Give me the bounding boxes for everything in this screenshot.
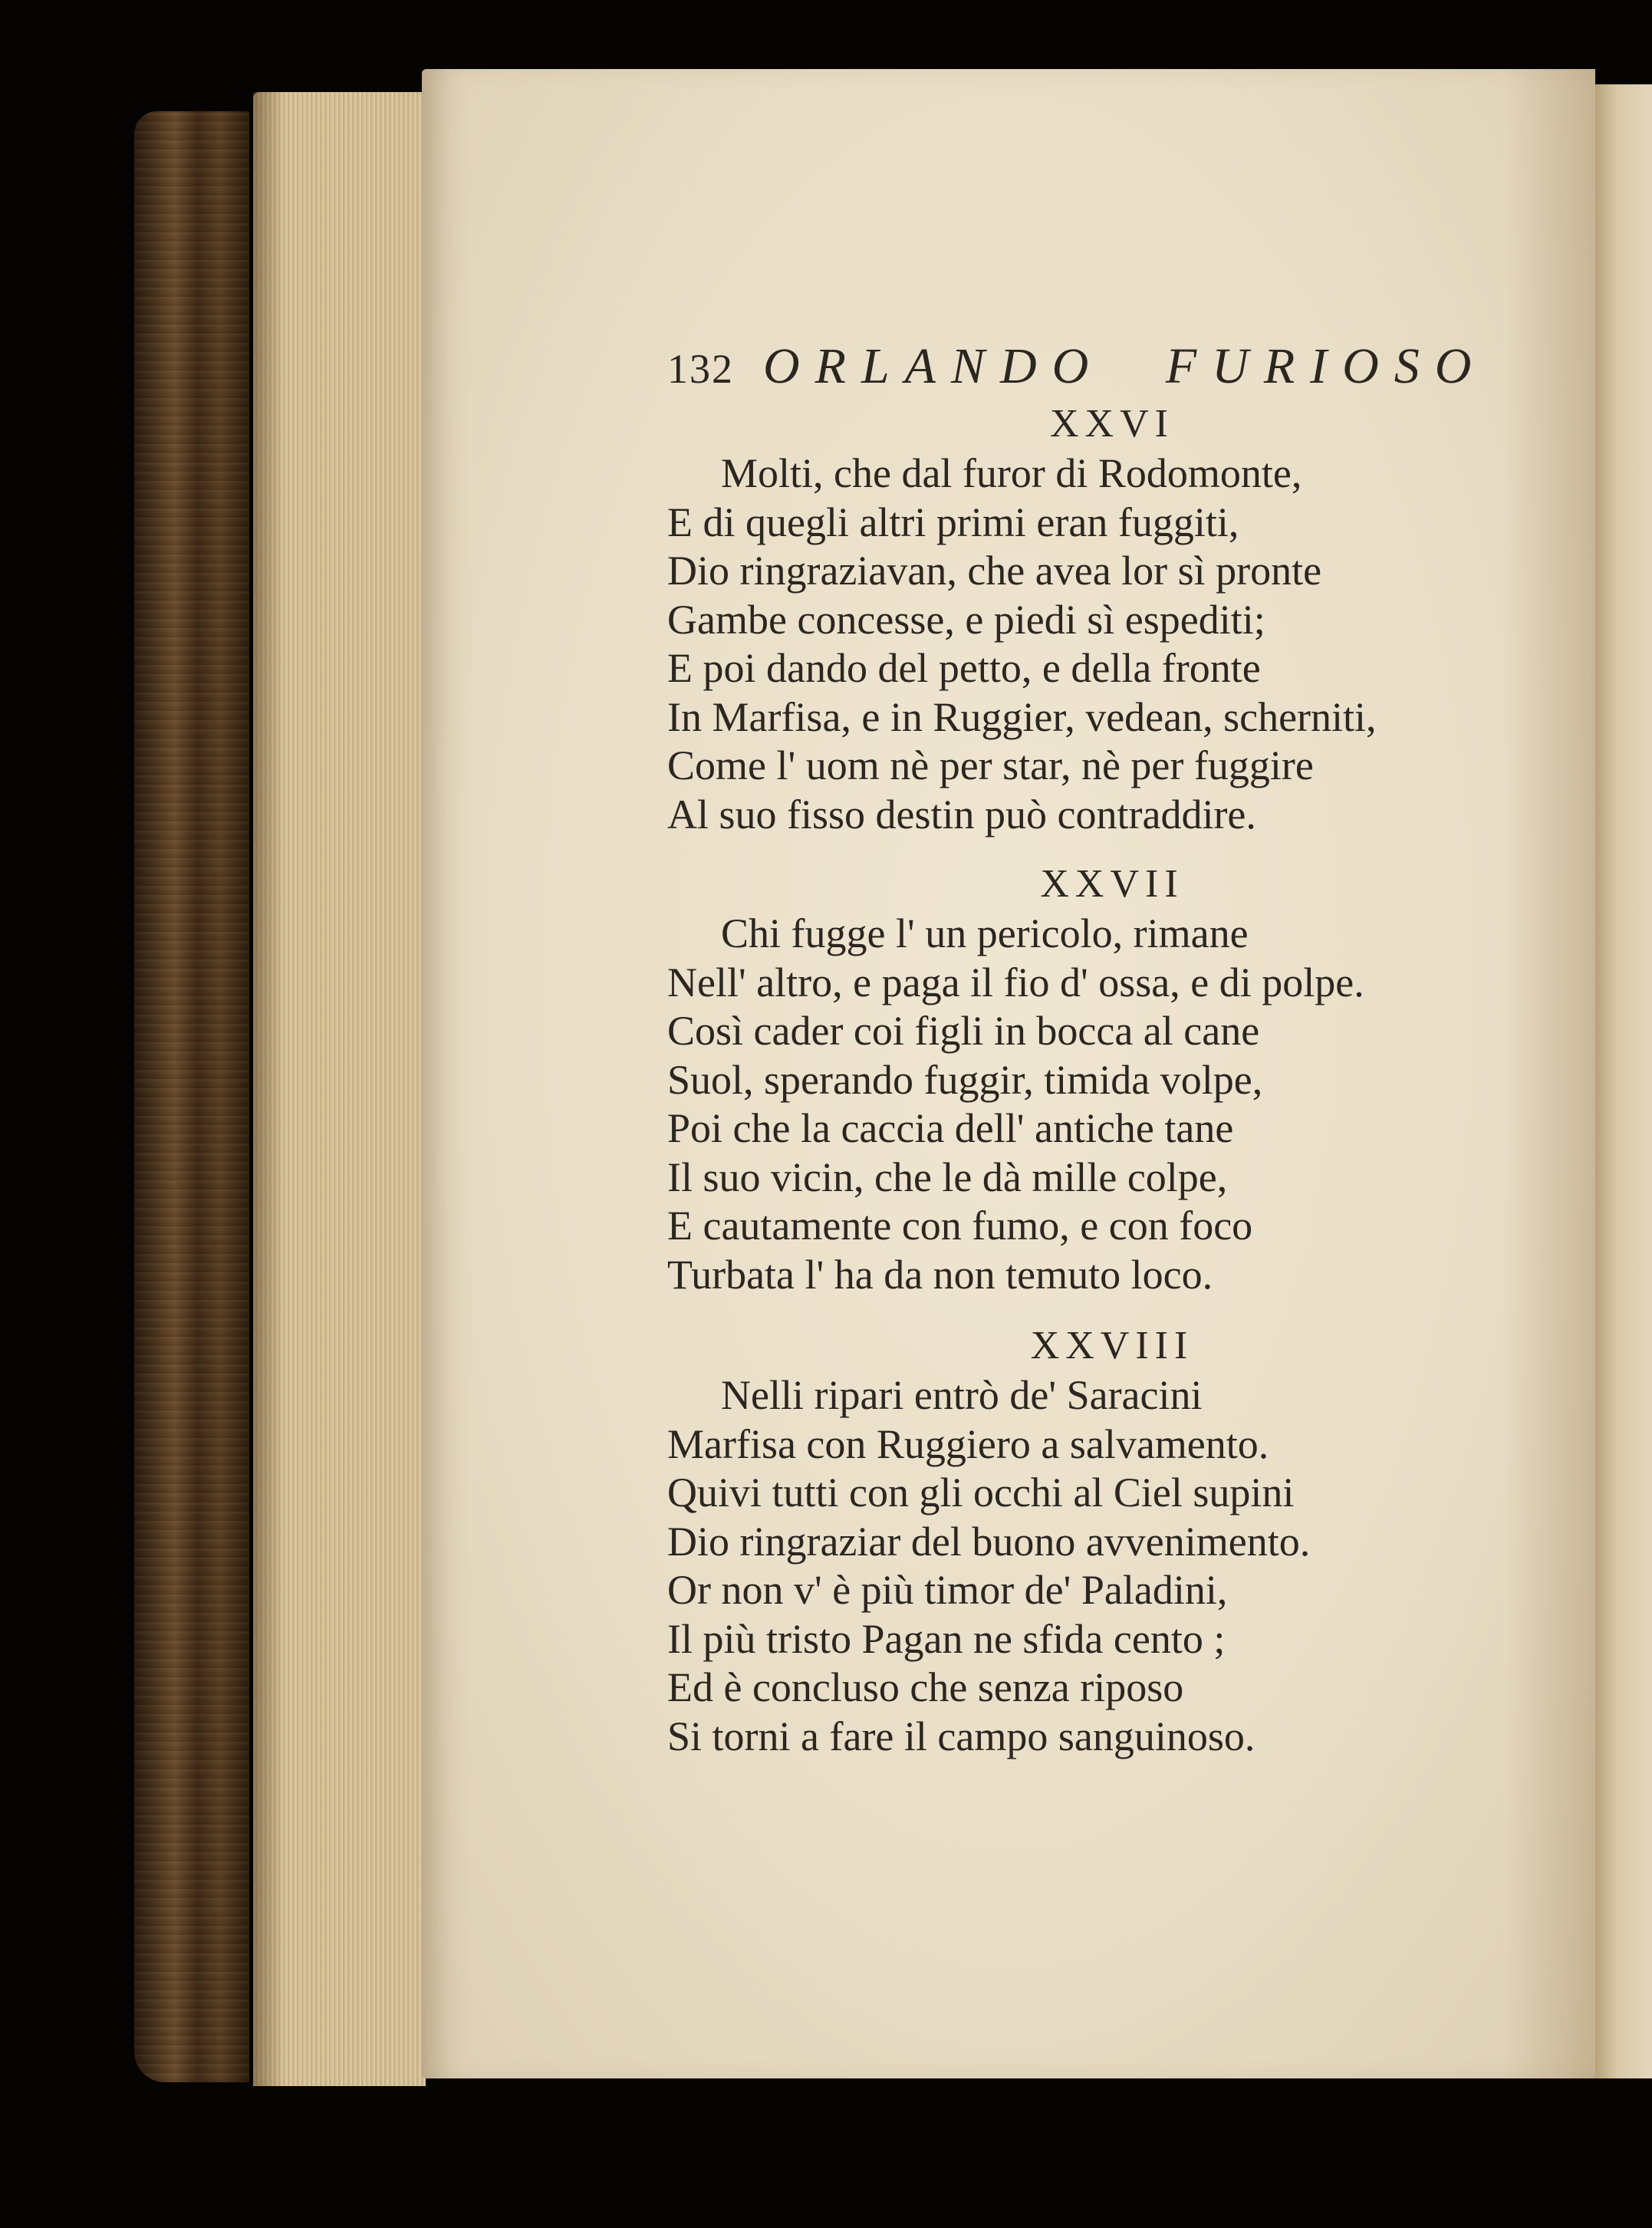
verse-line: Suol, sperando fuggir, timida volpe, <box>667 1056 1263 1103</box>
verse-line: Gambe concesse, e piedi sì espediti; <box>667 596 1265 643</box>
page-text <box>667 330 1526 1761</box>
verse-line: Or non v' è più timor de' Paladini, <box>667 1567 1228 1613</box>
stanza <box>667 859 1526 1299</box>
verse-line: Molti, che dal furor di Rodomonte, <box>721 450 1302 496</box>
verse-line: Turbata l' ha da non temuto loco. <box>667 1251 1213 1298</box>
verse-line: Nelli ripari entrò de' Saracini <box>721 1372 1203 1418</box>
verse-line: In Marfisa, e in Ruggier, vedean, scherniti, <box>667 693 1377 740</box>
verse-line: Nell' altro, e paga il fio d' ossa, e di polpe. <box>667 959 1364 1005</box>
stanza-number: XXVI <box>1050 402 1174 446</box>
stanza-number: XXVII <box>1040 862 1184 906</box>
stanza <box>667 1321 1526 1761</box>
verse-line: Marfisa con Ruggiero a salvamento. <box>667 1420 1269 1467</box>
page-number: 132 <box>667 346 734 392</box>
facing-page-edge <box>1595 84 1652 2078</box>
verse-line: Dio ringraziar del buono avvenimento. <box>667 1518 1311 1565</box>
leather-binding <box>134 111 249 2082</box>
verse-line: Al suo fisso destin può contraddire. <box>667 791 1256 838</box>
verse-line: Chi fugge l' un pericolo, rimane <box>721 910 1249 956</box>
verse-line: Poi che la caccia dell' antiche tane <box>667 1105 1234 1151</box>
verse-line: Così cader coi figli in bocca al cane <box>667 1008 1260 1054</box>
verse-line: Dio ringraziavan, che avea lor sì pronte <box>667 548 1322 594</box>
stanza-number: XXVIII <box>1030 1324 1194 1367</box>
running-title: ORLANDO FURIOSO <box>763 338 1487 394</box>
verse-line: Il più tristo Pagan ne sfida cento ; <box>667 1615 1226 1662</box>
verse-line: E di quegli altri primi eran fuggiti, <box>667 499 1239 545</box>
verse-line: E cautamente con fumo, e con foco <box>667 1203 1253 1249</box>
stanza <box>667 399 1526 839</box>
verse-line: Ed è concluso che senza riposo <box>667 1664 1184 1710</box>
page-edges <box>253 92 426 2086</box>
verse-line: Quivi tutti con gli occhi al Ciel supini <box>667 1469 1295 1516</box>
verse-line: Come l' uom nè per star, nè per fuggire <box>667 742 1314 788</box>
verse-line: Il suo vicin, che le dà mille colpe, <box>667 1153 1228 1200</box>
verse-line: E poi dando del petto, e della fronte <box>667 645 1261 691</box>
page-header <box>667 330 1526 399</box>
verse-line: Si torni a fare il campo sanguinoso. <box>667 1713 1255 1759</box>
